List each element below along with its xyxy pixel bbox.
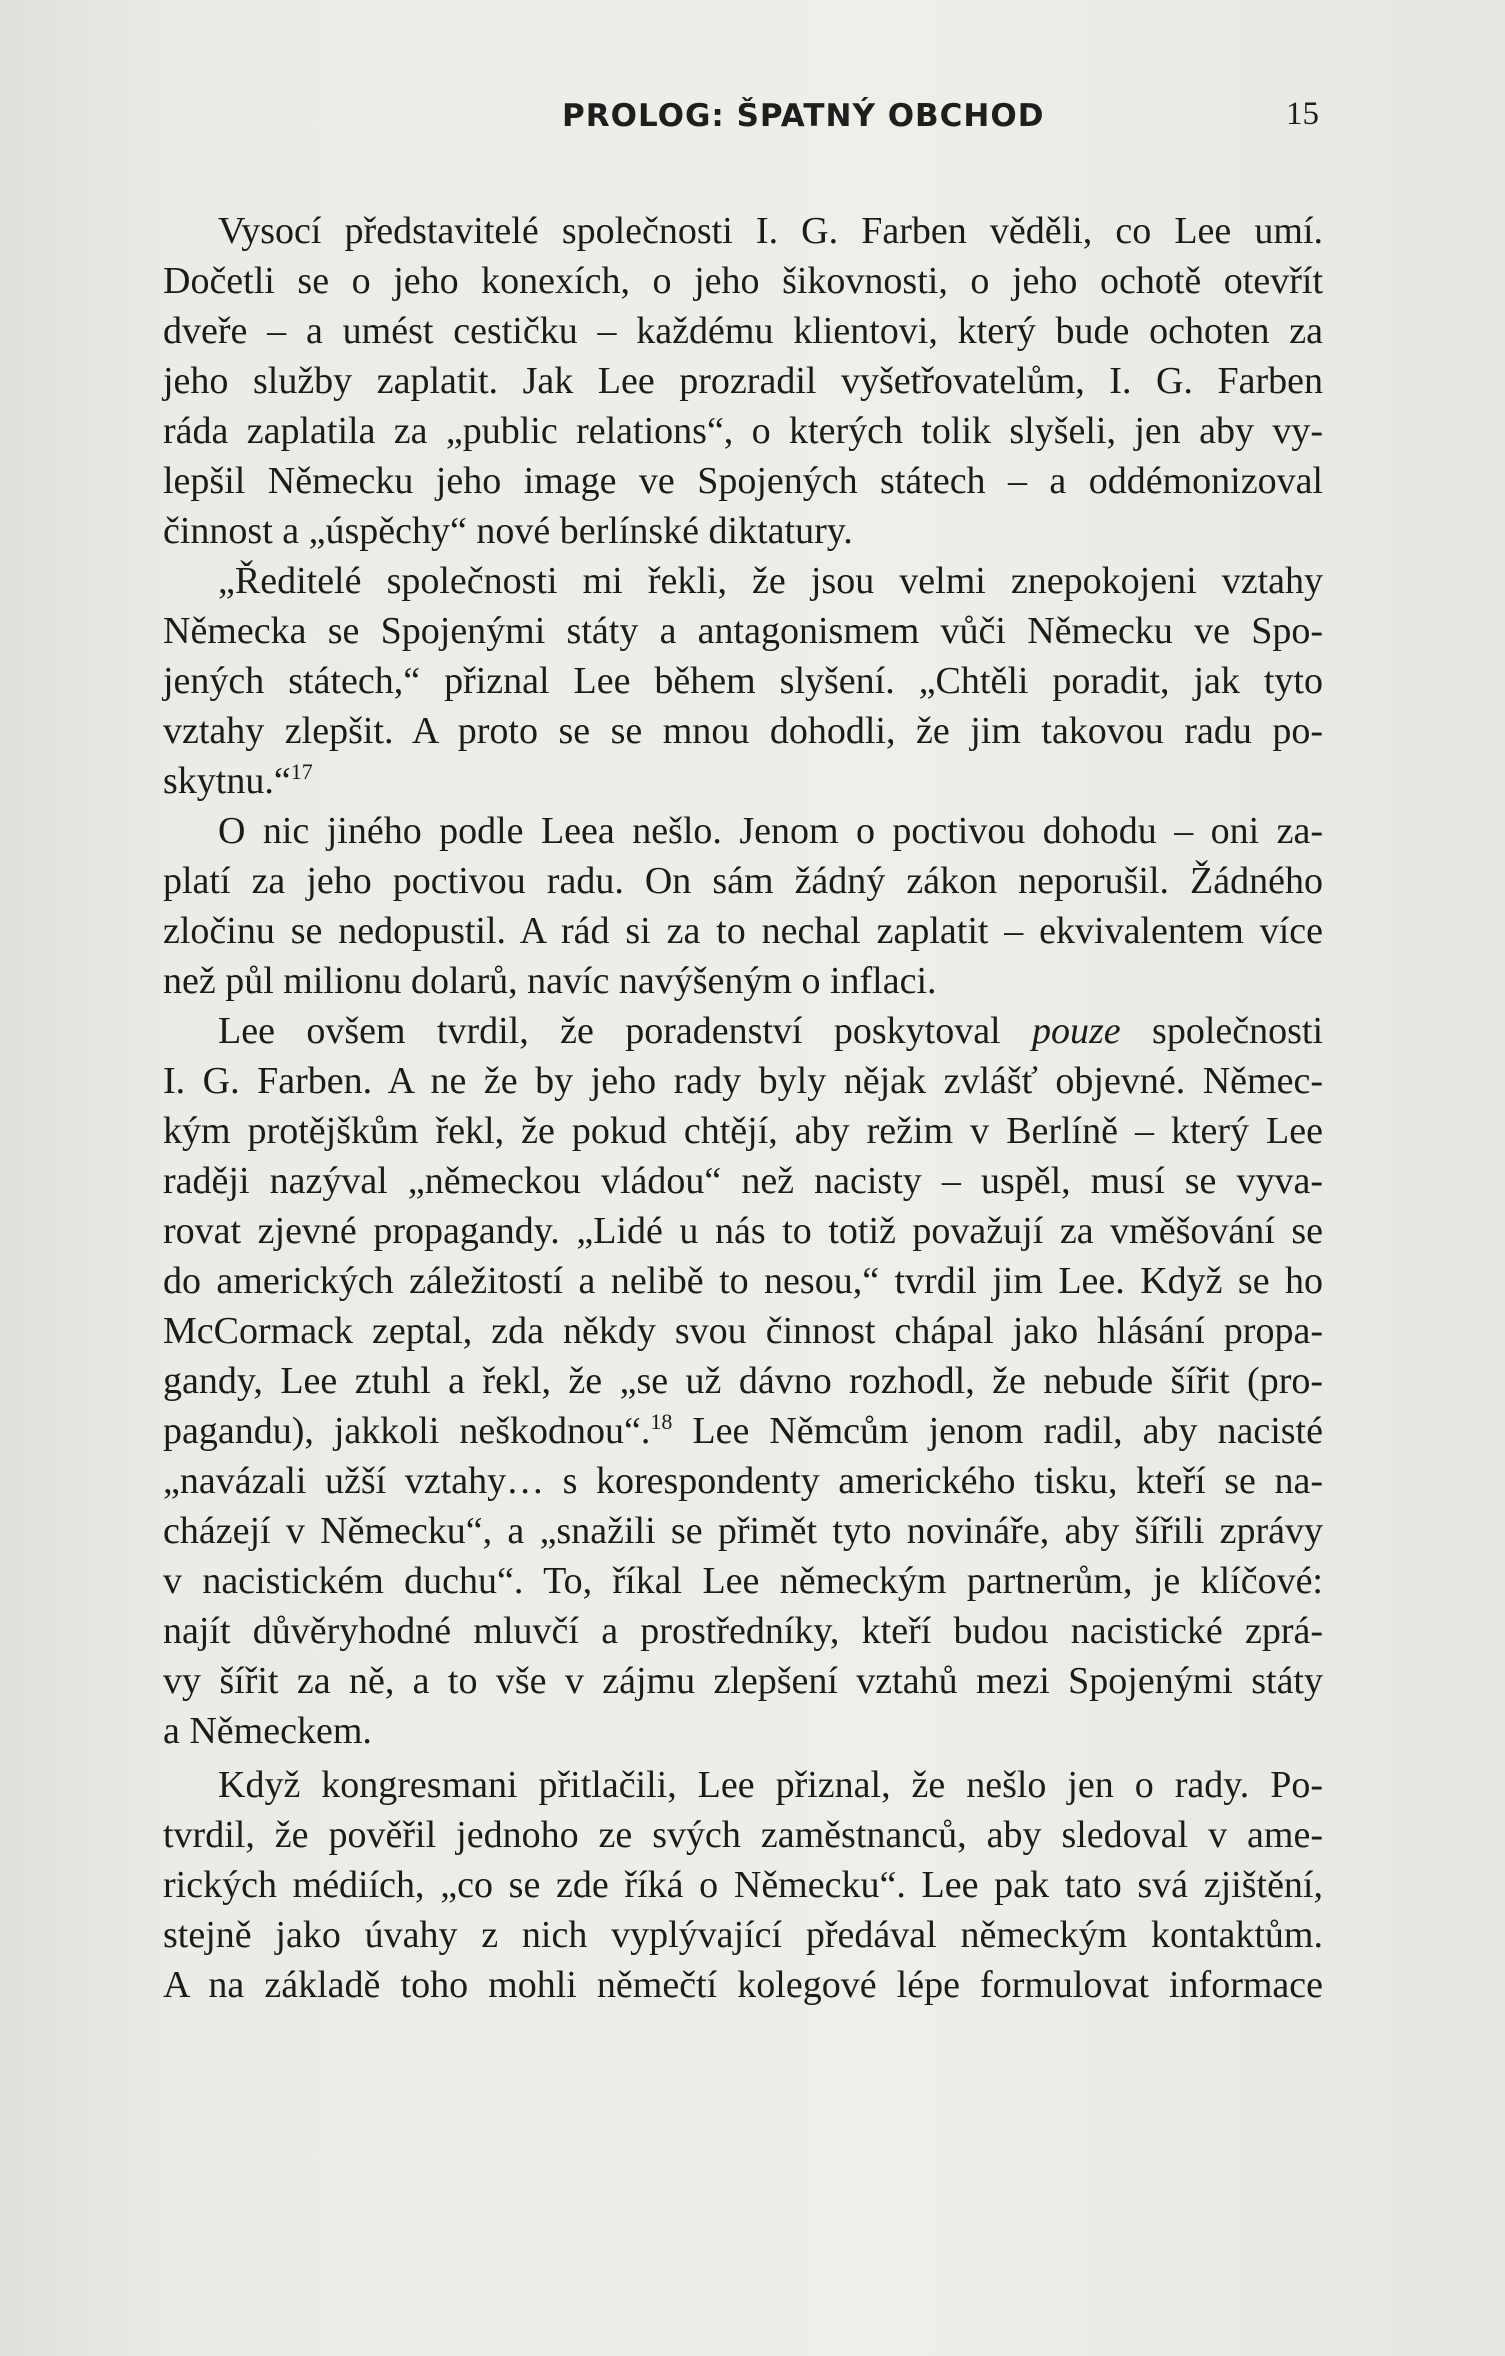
text-line: lepšil Německu jeho image ve Spojených státech – a oddémonizoval: [163, 460, 1323, 502]
paragraph: [163, 806, 1323, 1006]
text-line: do amerických záležitostí a nelibě to nesou,“ tvrdil jim Lee. Když se ho: [163, 1260, 1323, 1302]
text-line: gandy, Lee ztuhl a řekl, že „se už dávno rozhodl, že nebude šířit (pro-: [163, 1360, 1323, 1402]
paragraph: [163, 206, 1323, 556]
text-line: v nacistickém duchu“. To, říkal Lee německým partnerům, je klíčové:: [163, 1560, 1323, 1602]
text-span: Lee ovšem tvrdil, že poradenství poskytoval: [218, 1010, 1001, 1052]
text-line: jeho služby zaplatit. Jak Lee prozradil vyšetřovatelům, I. G. Farben: [163, 360, 1323, 402]
text-line: Německa se Spojenými státy a antagonismem vůči Německu ve Spo-: [163, 610, 1323, 652]
paragraph: [163, 1006, 1323, 1756]
text-line: raději nazýval „německou vládou“ než nacisty – uspěl, musí se vyva-: [163, 1160, 1323, 1202]
body-text: [163, 206, 1323, 2010]
text-line: McCormack zeptal, zda někdy svou činnost chápal jako hlásání propa-: [163, 1310, 1323, 1352]
text-span: společnosti: [1152, 1010, 1324, 1052]
page-header: [0, 96, 1505, 146]
paragraph: [163, 556, 1323, 806]
emphasis-text: pouze: [1032, 1010, 1121, 1052]
text-line: O nic jiného podle Leea nešlo. Jenom o poctivou dohodu – oni za-: [218, 810, 1323, 852]
text-line: [163, 1006, 1323, 1056]
text-line: „navázali užší vztahy… s korespondenty amerického tisku, kteří se na-: [163, 1460, 1323, 1502]
text-line: rických médiích, „co se zde říká o Německu“. Lee pak tato svá zjištění,: [163, 1864, 1323, 1906]
text-line: stejně jako úvahy z nich vyplývající předával německým kontaktům.: [163, 1914, 1323, 1956]
paragraph: [163, 1760, 1323, 2010]
footnote-ref: 17: [290, 759, 313, 784]
text-line: Dočetli se o jeho konexích, o jeho šikovnosti, o jeho ochotě otevřít: [163, 260, 1323, 302]
text-line: cházejí v Německu“, a „snažili se přimět tyto novináře, aby šířili zprávy: [163, 1510, 1323, 1552]
text-line: jených státech,“ přiznal Lee během slyšení. „Chtěli poradit, jak tyto: [163, 660, 1323, 702]
running-head: PROLOG: ŠPATNÝ OBCHOD: [562, 98, 1045, 134]
text-line: [163, 756, 1323, 806]
text-line: najít důvěryhodné mluvčí a prostředníky, kteří budou nacistické zprá-: [163, 1610, 1323, 1652]
text-line: Když kongresmani přitlačili, Lee přiznal, že nešlo jen o rady. Po-: [218, 1764, 1323, 1806]
text-line: tvrdil, že pověřil jednoho ze svých zaměstnanců, aby sledoval v ame-: [163, 1814, 1323, 1856]
text-line: A na základě toho mohli němečtí kolegové lépe formulovat informace: [163, 1964, 1323, 2006]
text-span: Lee Němcům jenom radil, aby nacisté: [672, 1410, 1323, 1452]
text-line: Vysocí představitelé společnosti I. G. Farben věděli, co Lee umí.: [218, 210, 1323, 252]
text-line: „Ředitelé společnosti mi řekli, že jsou velmi znepokojeni vztahy: [218, 560, 1323, 602]
text-span: skytnu.“: [163, 760, 291, 802]
text-line: [163, 1406, 1323, 1456]
text-line: ráda zaplatila za „public relations“, o kterých tolik slyšeli, jen aby vy-: [163, 410, 1323, 452]
text-line: I. G. Farben. A ne že by jeho rady byly nějak zvlášť objevné. Němec-: [163, 1060, 1323, 1102]
text-line: vy šířit za ně, a to vše v zájmu zlepšení vztahů mezi Spojenými státy: [163, 1660, 1323, 1702]
text-line: a Německem.: [163, 1710, 372, 1752]
text-span: pagandu), jakkoli neškodnou“.: [163, 1410, 651, 1452]
text-line: zločinu se nedopustil. A rád si za to nechal zaplatit – ekvivalentem více: [163, 910, 1323, 952]
text-line: platí za jeho poctivou radu. On sám žádný zákon neporušil. Žádného: [163, 860, 1323, 902]
text-line: kým protějškům řekl, že pokud chtějí, aby režim v Berlíně – který Lee: [163, 1110, 1323, 1152]
text-line: vztahy zlepšit. A proto se se mnou dohodli, že jim takovou radu po-: [163, 710, 1323, 752]
text-line: činnost a „úspěchy“ nové berlínské diktatury.: [163, 510, 853, 552]
text-line: dveře – a umést cestičku – každému klientovi, který bude ochoten za: [163, 310, 1323, 352]
text-line: než půl milionu dolarů, navíc navýšeným o inflaci.: [163, 960, 937, 1002]
footnote-ref: 18: [650, 1409, 673, 1434]
page-number: 15: [1286, 96, 1319, 132]
text-line: rovat zjevné propagandy. „Lidé u nás to totiž považují za vměšování se: [163, 1210, 1323, 1252]
